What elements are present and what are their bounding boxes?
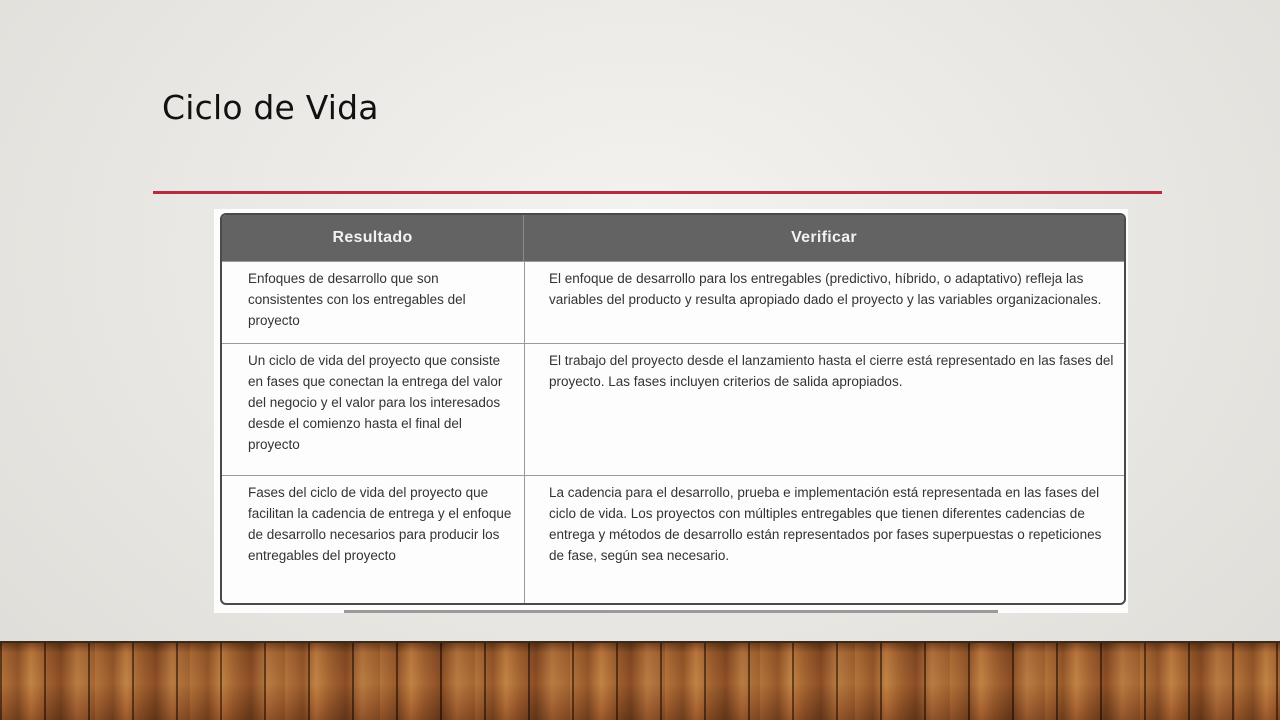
results-table: [220, 213, 1126, 605]
slide-title: Ciclo de Vida: [162, 88, 379, 127]
table-header-row: [222, 215, 1124, 261]
column-header-result: Resultado: [222, 215, 524, 261]
result-cell: Enfoques de desarrollo que son consistentes con los entregables del proyecto: [222, 261, 524, 343]
verify-cell: El trabajo del proyecto desde el lanzamiento hasta el cierre está representado en las fases del proyecto. Las fases incluyen criterios de salida apropiados.: [524, 343, 1124, 475]
result-cell: Un ciclo de vida del proyecto que consiste en fases que conectan la entrega del valor del negocio y el valor para los interesados desde el comienzo hasta el final del proyecto: [222, 343, 524, 475]
column-header-verify: Verificar: [524, 215, 1124, 261]
table-row: [222, 261, 1124, 343]
table-row: [222, 475, 1124, 603]
verify-cell: El enfoque de desarrollo para los entregables (predictivo, híbrido, o adaptativo) refleja las variables del producto y resulta apropiado dado el proyecto y las variables organizacionales.: [524, 261, 1124, 343]
title-divider: [153, 191, 1162, 194]
table-image-frame: [214, 209, 1128, 613]
result-cell: Fases del ciclo de vida del proyecto que facilitan la cadencia de entrega y el enfoque de desarrollo necesarios para producir los entregables del proyecto: [222, 475, 524, 603]
verify-cell: La cadencia para el desarrollo, prueba e implementación está representada en las fases del ciclo de vida. Los proyectos con múltiples entregables que tienen diferentes cadencias de entrega y métodos de desarrollo están representados por fases superpuestas o repeticiones de fase, según sea necesario.: [524, 475, 1124, 603]
table-row: [222, 343, 1124, 475]
wood-floor-decoration: [0, 643, 1280, 720]
